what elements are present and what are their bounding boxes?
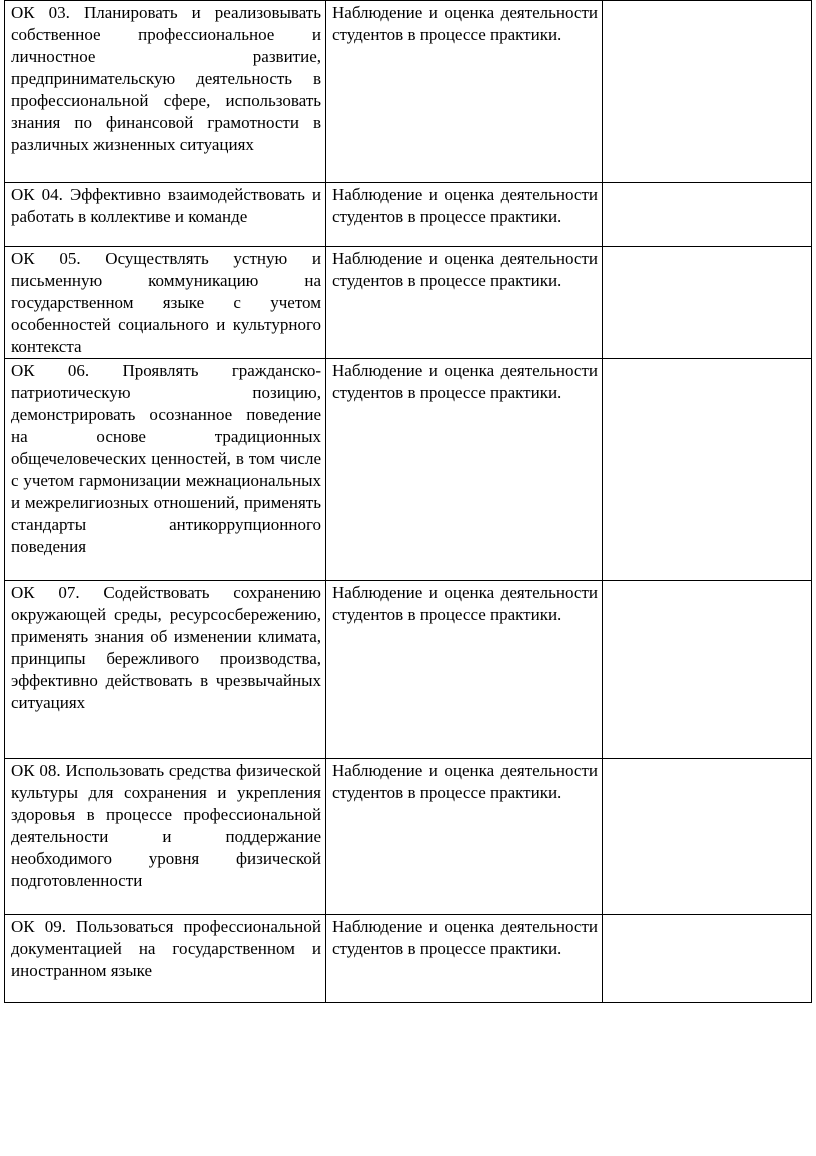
method-text: Наблюдение и оценка деятельности студентов в процессе практики. — [332, 761, 598, 802]
method-text: Наблюдение и оценка деятельности студентов в процессе практики. — [332, 3, 598, 44]
method-cell — [326, 183, 603, 247]
result-cell — [603, 581, 812, 759]
method-cell — [326, 247, 603, 359]
competency-text: ОК 04. Эффективно взаимодействовать и работать в коллективе и команде — [11, 185, 321, 226]
result-cell — [603, 183, 812, 247]
competency-text: ОК 08. Использовать средства физической культуры для сохранения и укрепления здоровья в процессе профессиональной деятельности и поддержание необходимого уровня физической подготовленности — [11, 761, 321, 890]
competency-cell — [5, 183, 326, 247]
table-row — [5, 247, 812, 359]
table-row — [5, 759, 812, 915]
result-cell — [603, 915, 812, 1003]
competency-text: ОК 05. Осуществлять устную и письменную коммуникацию на государственном языке с учетом особенностей социального и культурного контекста — [11, 249, 321, 356]
competency-cell — [5, 915, 326, 1003]
method-text: Наблюдение и оценка деятельности студентов в процессе практики. — [332, 185, 598, 226]
method-text: Наблюдение и оценка деятельности студентов в процессе практики. — [332, 583, 598, 624]
result-cell — [603, 247, 812, 359]
result-cell — [603, 359, 812, 581]
competency-cell — [5, 581, 326, 759]
table-row — [5, 183, 812, 247]
competency-text: ОК 09. Пользоваться профессиональной документацией на государственном и иностранном языке — [11, 917, 321, 980]
competency-cell — [5, 1, 326, 183]
result-cell — [603, 1, 812, 183]
competency-cell — [5, 359, 326, 581]
competency-text: ОК 07. Содействовать сохранению окружающей среды, ресурсосбережению, применять знания об изменении климата, принципы бережливого производства, эффективно действовать в чрезвычайных ситуациях — [11, 583, 321, 712]
method-cell — [326, 581, 603, 759]
method-cell — [326, 1, 603, 183]
table-row — [5, 581, 812, 759]
method-text: Наблюдение и оценка деятельности студентов в процессе практики. — [332, 917, 598, 958]
table-row — [5, 915, 812, 1003]
competency-text: ОК 03. Планировать и реализовывать собственное профессиональное и личностное развитие, предпринимательскую деятельность в профессиональной сфере, использовать знания по финансовой грамотности в различных жизненных ситуациях — [11, 3, 321, 154]
competency-text: ОК 06. Проявлять гражданско-патриотическую позицию, демонстрировать осознанное поведение на основе традиционных общечеловеческих ценностей, в том числе с учетом гармонизации межнациональных и межрелигиозных отношений, применять стандарты антикоррупционного поведения — [11, 361, 321, 556]
table-row — [5, 359, 812, 581]
competency-cell — [5, 247, 326, 359]
method-text: Наблюдение и оценка деятельности студентов в процессе практики. — [332, 361, 598, 402]
method-cell — [326, 915, 603, 1003]
method-text: Наблюдение и оценка деятельности студентов в процессе практики. — [332, 249, 598, 290]
competency-table — [4, 0, 812, 1003]
competency-cell — [5, 759, 326, 915]
result-cell — [603, 759, 812, 915]
method-cell — [326, 759, 603, 915]
table-row — [5, 1, 812, 183]
method-cell — [326, 359, 603, 581]
